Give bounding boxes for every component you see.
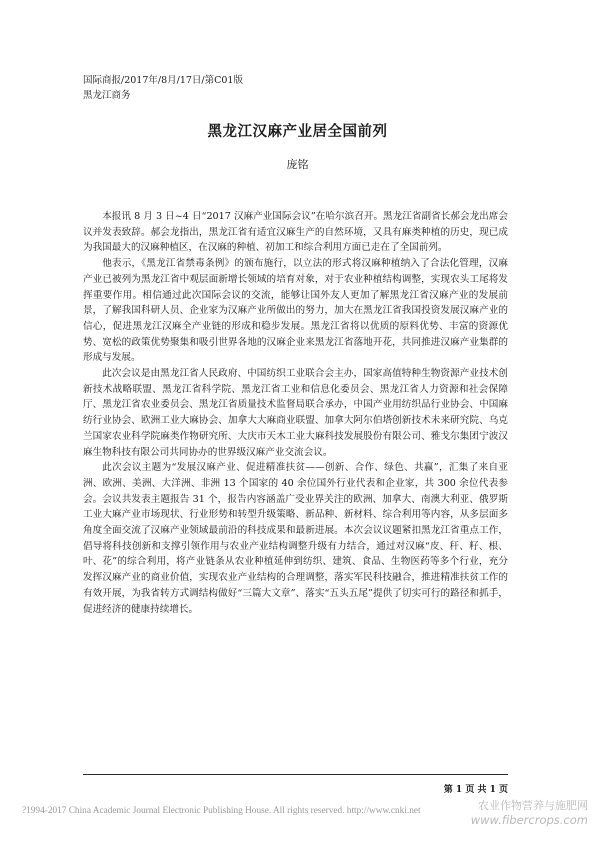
publication-source: 国际商报/2017年/8月/17日/第C01版 — [83, 75, 243, 86]
footer-divider — [83, 774, 508, 775]
site-watermark — [470, 798, 588, 828]
paragraph: 此次会议是由黑龙江省人民政府、中国纺织工业联合会主办，国家高值特种生物资源产业技术创新技术战略联盟、黑龙江省科学院、黑龙江省工业和信息化委员会、黑龙江省人力资源和社会保障厅、黑龙江省农业委员会、黑龙江省质量技术监督局联合承办，中国产业用纺织品行业协会、中国麻纺行业协会、欧洲工业大麻协会、加拿大大麻商业联盟、加拿大阿尔伯塔创新技术未来研究院、乌克兰国家农业科学院麻类作物研究所、大庆市天木工业大麻科技发展股份有限公司、雅戈尔集团宁波汉麻生物科技有限公司共同协办的世界级汉麻产业交流会议。 — [83, 368, 508, 458]
section-name: 黑龙江商务 — [83, 90, 131, 101]
watermark-url: www.fibercrops.com — [470, 813, 588, 827]
article-title: 黑龙江汉麻产业居全国前列 — [207, 123, 388, 140]
article-body — [83, 209, 508, 617]
watermark-title: 农业作物营养与施肥网 — [478, 799, 588, 812]
paragraph: 此次会议主题为“发展汉麻产业、促进精准扶贫——创新、合作、绿色、共赢”，汇集了来自亚洲、欧洲、美洲、大洋洲、非洲 13 个国家的 40 余位国外行业代表和企业家，共 300 余位代表参会。会议共发表主题报告 31 个，报告内容涵盖广受业界关注的欧洲、加拿大、南澳大利亚、俄罗斯工业大麻产业市场现状、行业形势和转型升级策略、新品种、新材料、综合利用等内容，从多层面多角度全面交流了汉麻产业领域最前沿的科技成果和最新进展。本次会议议题紧扣黑龙江省重点工作，倡导将科技创新和支撑引领作用与农业产业结构调整升级有力结合，通过对汉麻“皮、秆、籽、根、叶、花”的综合利用，将产业链条从农业种植延伸到纺织、建筑、食品、生物医药等多个行业，充分发挥汉麻产业的商业价值，实现农业产业结构的合理调整，落实军民科技融合，推进精准扶贫工作的有效开展，为我省转方式调结构做好“三篇大文章”、落实“五头五尾”提供了切实可行的路径和抓手，促进经济的健康持续增长。 — [83, 462, 508, 615]
paragraph: 本报讯 8 月 3 日~4 日“2017 汉麻产业国际会议”在哈尔滨召开。黑龙江省副省长郝会龙出席会议并发表致辞。郝会龙指出，黑龙江省有适宜汉麻生产的自然环境，又具有麻类种植的历史，现已成为我国最大的汉麻种植区，在汉麻的种植、初加工和综合利用方面已走在了全国前列。 — [83, 211, 508, 254]
article-author: 庞铭 — [286, 158, 309, 171]
article-metadata — [83, 73, 243, 103]
copyright-notice: ?1994-2017 China Academic Journal Electronic Publishing House. All rights reserved. http://www.cnki.net — [22, 806, 421, 816]
page-number: 第 1 页 共 1 页 — [443, 785, 508, 795]
paragraph: 他表示，《黑龙江省禁毒条例》的颁布施行，以立法的形式将汉麻种植纳入了合法化管理，汉麻产业已被列为黑龙江省中观层面新增长领域的培育对象，对于农业种植结构调整，实现农头工尾将发挥重要作用。相信通过此次国际会议的交流，能够让国外友人更加了解黑龙江省汉麻产业的发展前景，了解我国科研人员、企业家为汉麻产业所做出的努力，加大在黑龙江省我国投资发展汉麻产业的信心，促进黑龙江汉麻全产业链的形成和稳步发展。黑龙江省将以优质的原料优势、丰富的资源优势、宽松的政策优势聚集和吸引世界各地的汉麻企业来黑龙江省落地开花，共同推进汉麻产业集群的形成与发展。 — [83, 258, 508, 364]
